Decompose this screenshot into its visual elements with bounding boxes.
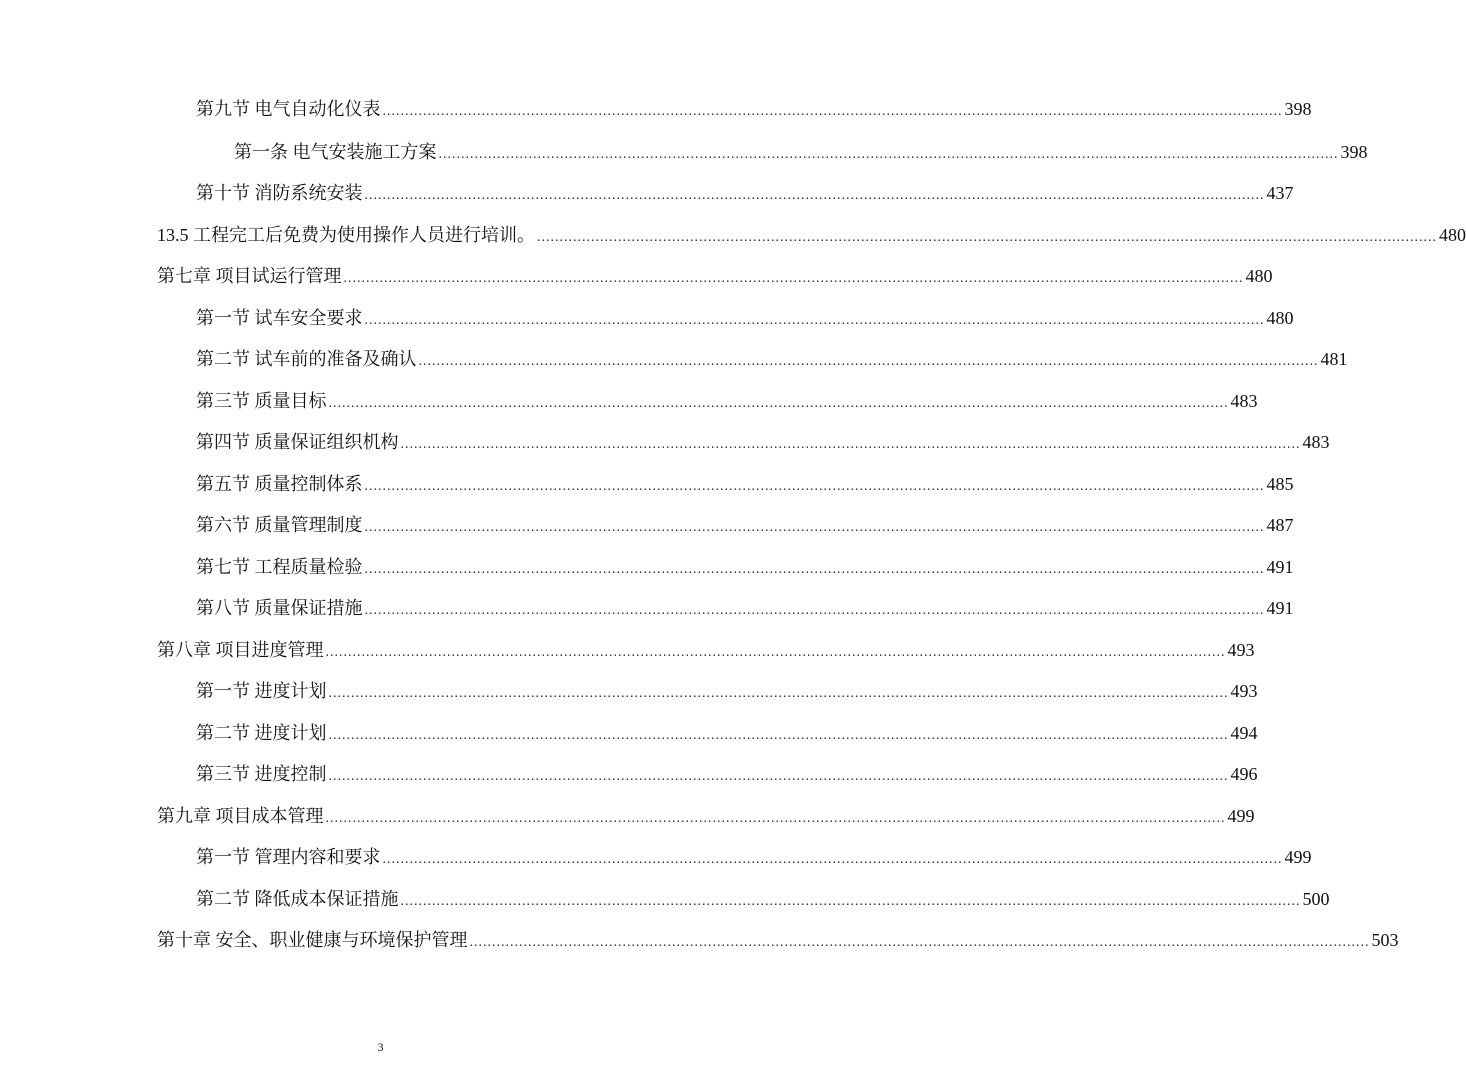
toc-entry-title: 第六节 质量管理制度: [196, 515, 363, 535]
toc-entry: [196, 98, 1312, 123]
toc-leader-dots: ........................................................................................................................................................................................................: [364, 188, 1265, 203]
toc-entry-title: 第二节 降低成本保证措施: [196, 889, 399, 909]
toc-entry: [196, 182, 1294, 207]
toc-entry-page: 500: [1302, 889, 1330, 909]
toc-entry: [196, 846, 1312, 871]
toc-leader-dots: ........................................................................................................................................................................................................: [364, 520, 1265, 535]
toc-leader-dots: ........................................................................................................................................................................................................: [418, 354, 1319, 369]
toc-entry-page: 491: [1266, 557, 1294, 577]
toc-entry-title: 第十章 安全、职业健康与环境保护管理: [157, 930, 468, 950]
toc-entry: [196, 514, 1294, 539]
toc-entry-page: 483: [1302, 432, 1330, 452]
toc-entry: [157, 639, 1255, 664]
toc-entry: [196, 473, 1294, 498]
toc-entry: [157, 929, 1399, 954]
toc-entry-title: 第一条 电气安装施工方案: [234, 142, 437, 162]
toc-entry-title: 第七章 项目试运行管理: [157, 266, 342, 286]
toc-entry-page: 499: [1227, 806, 1255, 826]
toc-entry: [234, 141, 1368, 166]
toc-entry: [196, 888, 1330, 913]
toc-entry-page: 494: [1230, 723, 1258, 743]
toc-entry: [196, 348, 1348, 373]
toc-entry-title: 第二节 试车前的准备及确认: [196, 349, 417, 369]
toc-leader-dots: ........................................................................................................................................................................................................: [364, 479, 1265, 494]
toc-entry-page: 480: [1439, 225, 1466, 245]
toc-entry-title: 13.5 工程完工后免费为使用操作人员进行培训。: [157, 225, 535, 245]
toc-entry-page: 480: [1266, 308, 1294, 328]
toc-entry-page: 493: [1230, 681, 1258, 701]
toc-entry-title: 第八章 项目进度管理: [157, 640, 324, 660]
toc-entry: [196, 722, 1258, 747]
toc-entry-page: 503: [1371, 930, 1399, 950]
toc-leader-dots: ........................................................................................................................................................................................................: [438, 147, 1339, 162]
toc-entry-title: 第七节 工程质量检验: [196, 557, 363, 577]
toc-leader-dots: ........................................................................................................................................................................................................: [325, 645, 1226, 660]
toc-entry-title: 第三节 质量目标: [196, 391, 327, 411]
toc-entry: [196, 431, 1330, 456]
toc-entry-title: 第二节 进度计划: [196, 723, 327, 743]
toc-entry: [196, 597, 1294, 622]
toc-entry: [157, 805, 1255, 830]
toc-leader-dots: ........................................................................................................................................................................................................: [328, 686, 1229, 701]
toc-entry: [157, 265, 1273, 290]
toc-entry-page: 483: [1230, 391, 1258, 411]
toc-entry: [196, 556, 1294, 581]
toc-entry-title: 第十节 消防系统安装: [196, 183, 363, 203]
toc-entry-title: 第九章 项目成本管理: [157, 806, 324, 826]
toc-leader-dots: ........................................................................................................................................................................................................: [328, 396, 1229, 411]
toc-entry-page: 480: [1245, 266, 1273, 286]
toc-entry: [196, 763, 1258, 788]
toc-leader-dots: ........................................................................................................................................................................................................: [382, 104, 1283, 119]
toc-entry: [157, 224, 1466, 249]
toc-leader-dots: ........................................................................................................................................................................................................: [325, 811, 1226, 826]
toc-entry-title: 第三节 进度控制: [196, 764, 327, 784]
toc-entry-title: 第一节 试车安全要求: [196, 308, 363, 328]
toc-leader-dots: ........................................................................................................................................................................................................: [328, 769, 1229, 784]
toc-leader-dots: ........................................................................................................................................................................................................: [469, 935, 1370, 950]
toc-entry-page: 496: [1230, 764, 1258, 784]
toc-entry-page: 398: [1284, 99, 1312, 119]
page-number: 3: [377, 1040, 384, 1054]
toc-entry: [196, 680, 1258, 705]
toc-entry-page: 499: [1284, 847, 1312, 867]
toc-entry-page: 487: [1266, 515, 1294, 535]
toc-entry-title: 第四节 质量保证组织机构: [196, 432, 399, 452]
toc-leader-dots: ........................................................................................................................................................................................................: [382, 852, 1283, 867]
toc-entry-page: 491: [1266, 598, 1294, 618]
toc-entry-page: 493: [1227, 640, 1255, 660]
toc-entry-page: 437: [1266, 183, 1294, 203]
toc-leader-dots: ........................................................................................................................................................................................................: [400, 437, 1301, 452]
toc-entry-page: 481: [1320, 349, 1348, 369]
toc-entry-title: 第一节 进度计划: [196, 681, 327, 701]
toc-entry-title: 第九节 电气自动化仪表: [196, 99, 381, 119]
toc-entry: [196, 307, 1294, 332]
toc-leader-dots: ........................................................................................................................................................................................................: [364, 562, 1265, 577]
toc-entry-title: 第一节 管理内容和要求: [196, 847, 381, 867]
toc-entry-title: 第五节 质量控制体系: [196, 474, 363, 494]
toc-entry-page: 398: [1340, 142, 1368, 162]
toc-leader-dots: ........................................................................................................................................................................................................: [400, 894, 1301, 909]
toc-leader-dots: ........................................................................................................................................................................................................: [364, 313, 1265, 328]
toc-leader-dots: ........................................................................................................................................................................................................: [328, 728, 1229, 743]
toc-entry-title: 第八节 质量保证措施: [196, 598, 363, 618]
toc-leader-dots: ........................................................................................................................................................................................................: [537, 230, 1437, 245]
toc-entry-page: 485: [1266, 474, 1294, 494]
toc-leader-dots: ........................................................................................................................................................................................................: [364, 603, 1265, 618]
toc-leader-dots: ........................................................................................................................................................................................................: [343, 271, 1244, 286]
toc-entry: [196, 390, 1258, 415]
